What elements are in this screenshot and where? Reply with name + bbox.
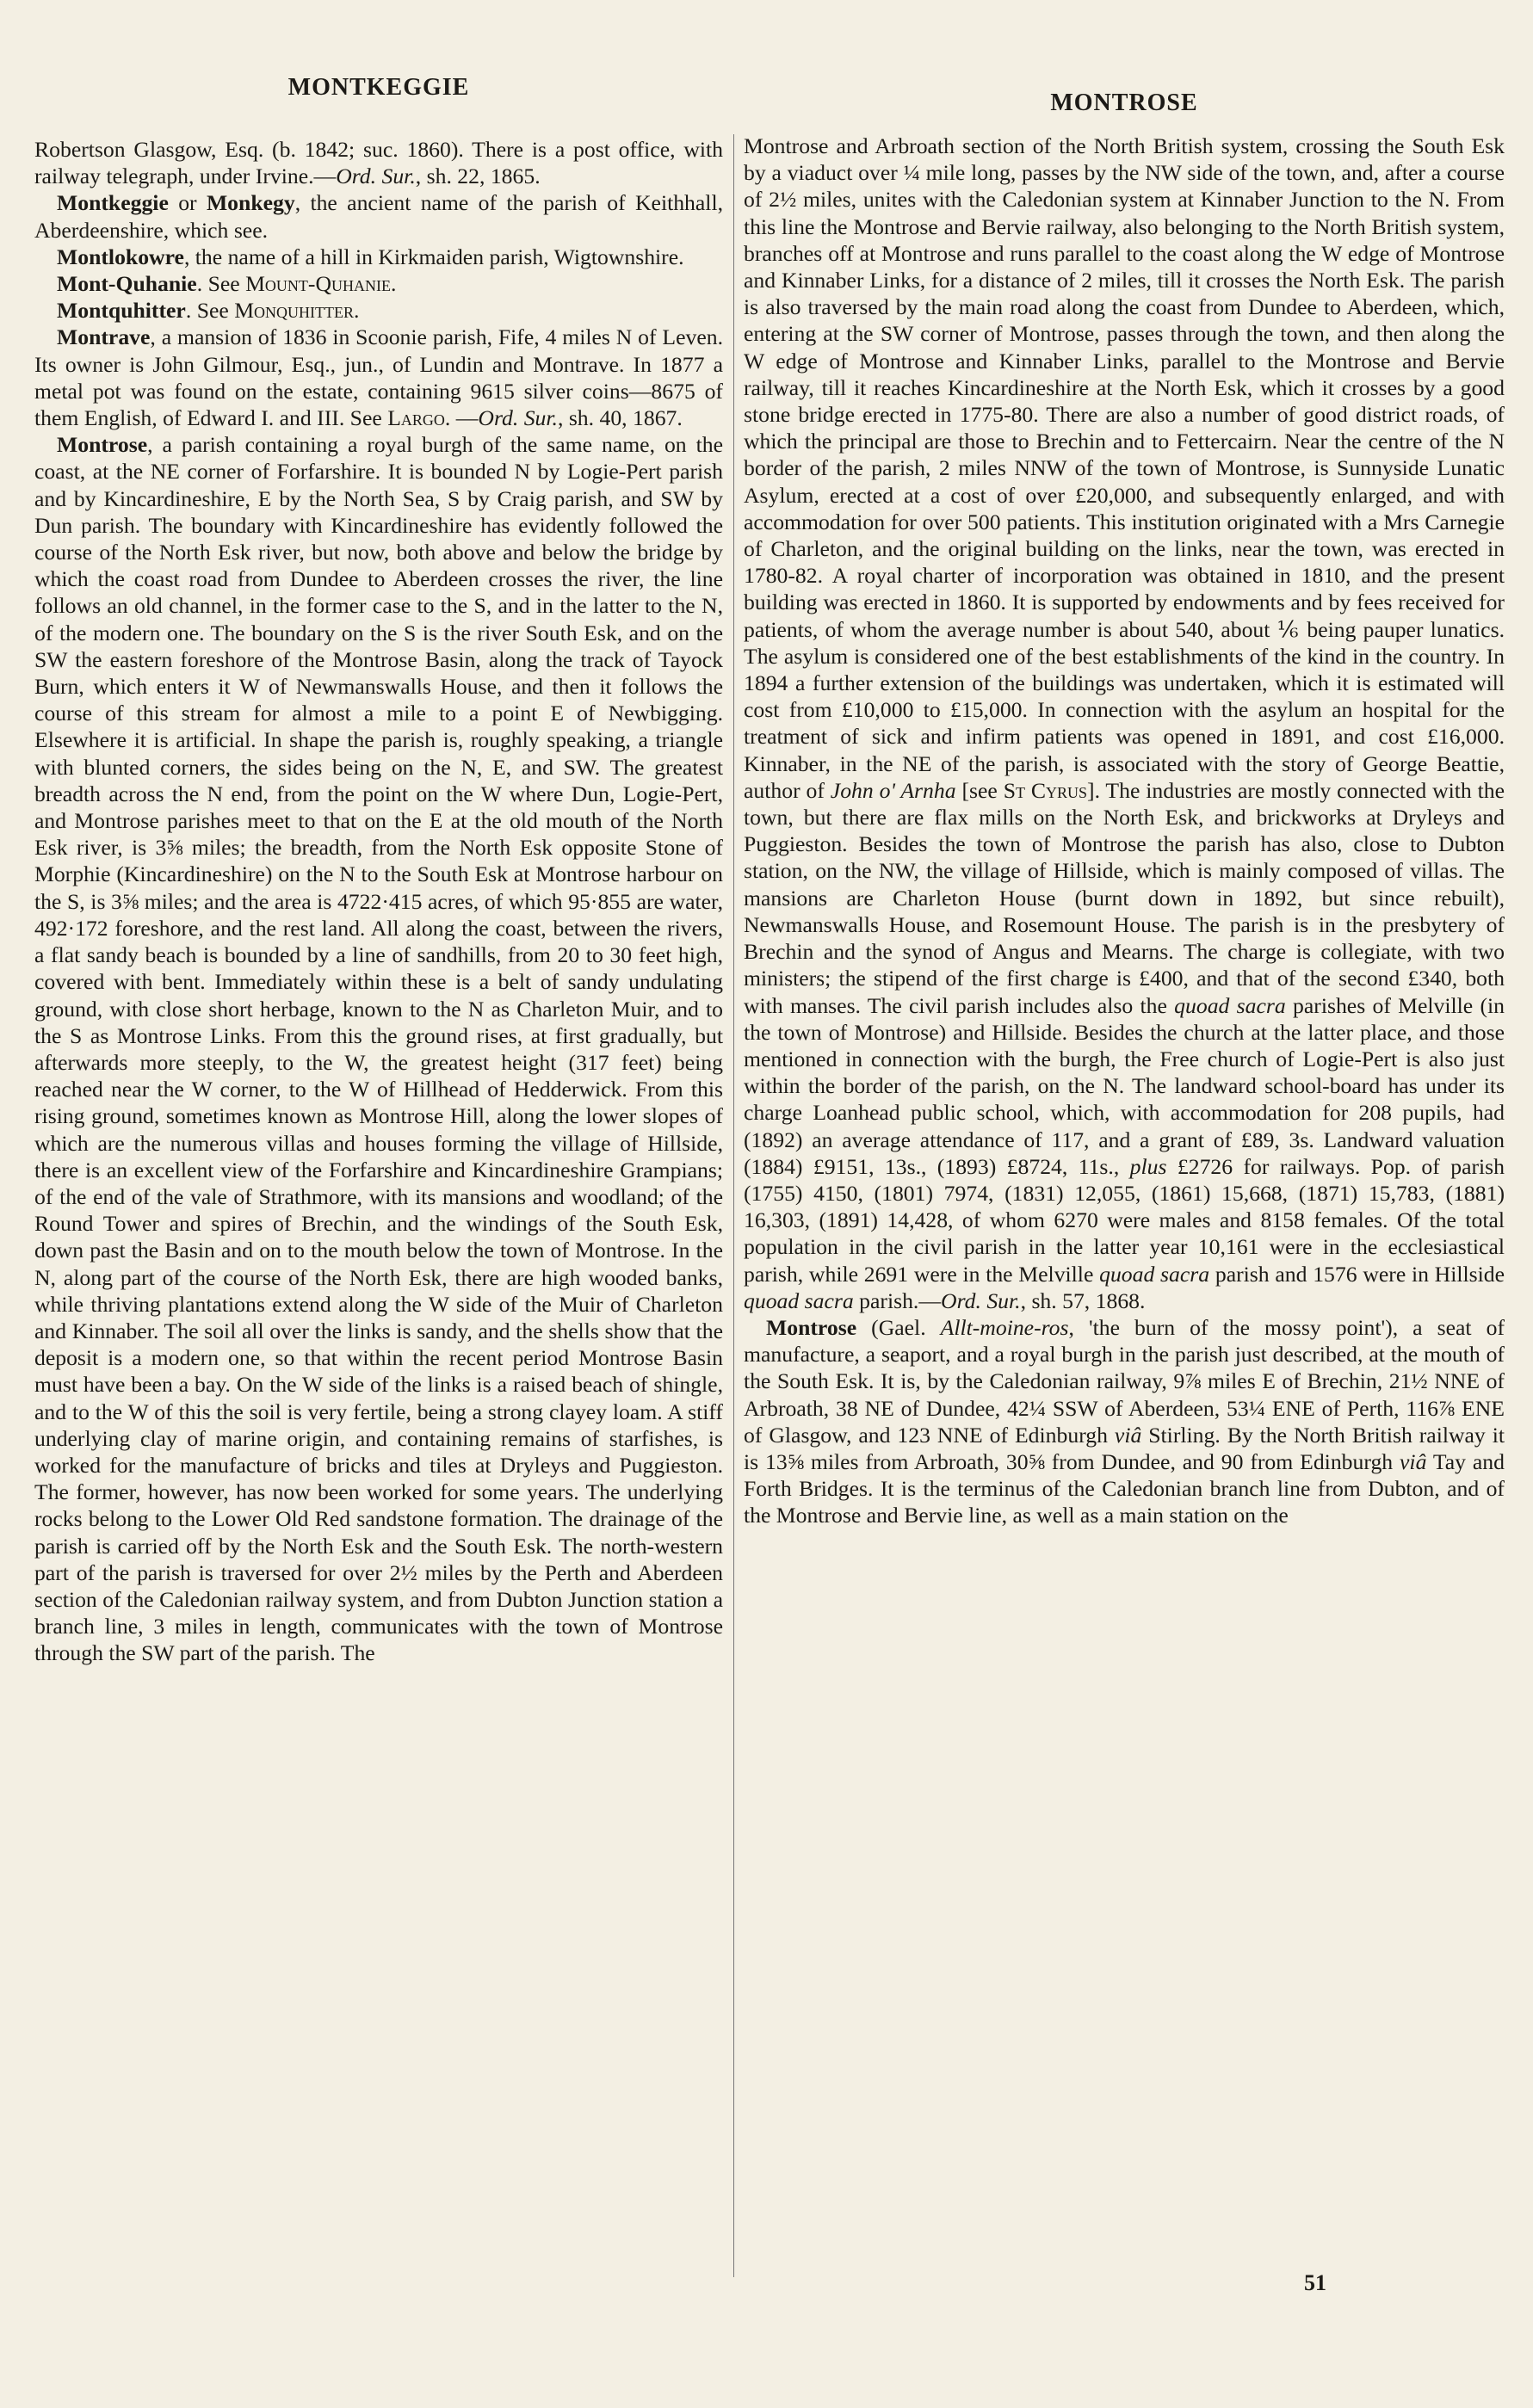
- cross-reference: Largo: [387, 405, 445, 431]
- entry-montrose-burgh: Montrose (Gael. Allt-moine-ros, 'the burn of the mossy point'), a seat of manufacture, a seaport, and a royal burgh in the parish just described, at the mouth of the South Esk. It is, by the Caledonian railway, 9⅞ miles E of Brechin, 21½ NNE of Arbroath, 38 NE of Dundee, 42¼ SSW of Aberdeen, 53¼ ENE of Perth, 116⅞ ENE of Glasgow, and 123 NNE of Edinburgh viâ Stirling. By the North British railway it is 13⅝ miles from Arbroath, 30⅝ from Dundee, and 90 from Edinburgh viâ Tay and Forth Bridges. It is the terminus of the Caledonian branch line from Dubton, and of the Montrose and Bervie line, as well as a main station on the: [744, 1314, 1505, 1528]
- headword: Mont-Quhanie: [57, 271, 197, 297]
- cross-reference: Mount-Quhanie: [245, 271, 392, 297]
- headword: Montlokowre: [57, 244, 184, 269]
- entry-continuation: Robertson Glasgow, Esq. (b. 1842; suc. 1860). There is a post office, with railway telegraph, under Irvine.—Ord. Sur., sh. 22, 1865.: [34, 137, 723, 189]
- entry-montrose-parish: Montrose, a parish containing a royal burgh of the same name, on the coast, at the NE corner of Forfarshire. It is bounded N by Logie-Pert parish and by Kincardineshire, E by the North Sea, S by Craig parish, and SW by Dun parish. The boundary with Kincardineshire has evidently followed the course of the North Esk river, but now, both above and below the bridge by which the coast road from Dundee to Aberdeen crosses the river, the line follows an old channel, in the former case to the S, and in the latter to the N, of the modern one. The boundary on the S is the river South Esk, and on the SW the eastern foreshore of the Montrose Basin, along the track of Tayock Burn, which enters it W of Newmanswalls House, and then it follows the course of this stream for almost a mile to a point E of Newbigging. Elsewhere it is artificial. In shape the parish is, roughly speaking, a triangle with blunted corners, the sides being on the N, E, and SW. The greatest breadth across the N end, from the point on the W where Dun, Logie-Pert, and Montrose parishes meet to that on the E at the old mouth of the North Esk river, is 3⅝ miles; the breadth, from the North Esk opposite Stone of Morphie (Kincardineshire) on the N to the South Esk at Montrose harbour on the S, is 3⅝ miles; and the area is 4722·415 acres, of which 95·855 are water, 492·172 foreshore, and the rest land. All along the coast, between the rivers, a flat sandy beach is bounded by a line of sandhills, from 20 to 30 feet high, covered with bent. Immediately within these is a belt of sandy undulating ground, with close short herbage, known to the N as Charleton Muir, and to the S as Montrose Links. From this the ground rises, at first gradually, but afterwards more steeply, to the W, the greatest height (317 feet) being reached near the W corner, to the W of Hillhead of Hedderwick. From this rising ground, sometimes known as Montrose Hill, along the lower slopes of which are the numerous villas and houses forming the village of Hillside, there is an excellent view of the Forfarshire and Kincardineshire Grampians; of the end of the vale of Strathmore, with its mansions and woodland; of the Round Tower and spires of Brechin, and the windings of the South Esk, down past the Basin and on to the mouth below the town of Montrose. In the N, along part of the course of the North Esk, there are high wooded banks, while thriving plantations extend along the W side of the Muir of Charleton and Kinnaber. The soil all over the links is sandy, and the shells show that the deposit is a modern one, so that within the recent period Montrose Basin must have been a bay. On the W side of the links is a raised beach of shingle, and to the W of this the soil is very fertile, being a strong clayey loam. A stiff underlying clay of marine origin, and containing remains of starfishes, is worked for the manufacture of bricks and tiles at Dryleys and Puggieston. The former, however, has now been worked for some years. The underlying rocks belong to the Lower Old Red sandstone formation. The drainage of the parish is carried off by the North Esk and the South Esk. The north-western part of the parish is traversed for over 2½ miles by the Perth and Aberdeen section of the Caledonian railway system, and from Dubton Junction station a branch line, 3 miles in length, communicates with the town of Montrose through the SW part of the parish. The: [34, 432, 723, 1666]
- entry-montrave: Montrave, a mansion of 1836 in Scoonie parish, Fife, 4 miles N of Leven. Its owner is John Gilmour, Esq., jun., of Lundin and Montrave. In 1877 a metal pot was found on the estate, containing 9615 silver coins—8675 of them English, of Edward I. and III. See Largo. —Ord. Sur., sh. 40, 1867.: [34, 324, 723, 431]
- cross-reference: Monquhitter: [234, 298, 355, 324]
- left-column: [34, 136, 723, 2313]
- entry-mont-quhanie: Mont-Quhanie. See Mount-Quhanie.: [57, 271, 397, 297]
- entry-montquhitter: Montquhitter. See Monquhitter.: [57, 298, 360, 324]
- headword: Montrose: [57, 432, 148, 458]
- headword: Montkeggie: [57, 190, 169, 216]
- headword: Montquhitter: [57, 298, 186, 324]
- running-head-right: MONTROSE: [1050, 90, 1198, 116]
- running-head-left: MONTKEGGIE: [287, 74, 470, 101]
- headword: Monkegy: [206, 190, 295, 216]
- right-column: [744, 133, 1505, 2310]
- entry-montlokowre: Montlokowre, the name of a hill in Kirkmaiden parish, Wigtownshire.: [57, 244, 684, 269]
- entry-continuation: Montrose and Arbroath section of the North British system, crossing the South Esk by a viaduct over ¼ mile long, passes by the NW side of the town, and, after a course of 2½ miles, unites with the Caledonian system at Kinnaber Junction to the N. From this line the Montrose and Bervie railway, also belonging to the North British system, branches off at Montrose and runs parallel to the coast along the W edge of Montrose and Kinnaber Links, for a distance of 2 miles, till it crosses the North Esk. The parish is also traversed by the main road along the coast from Dundee to Aberdeen, which, entering at the SW corner of Montrose, passes through the town, and then along the W edge of Montrose and Kinnaber Links, parallel to the Montrose and Bervie railway, till it reaches Kincardineshire at the North Esk, which it crosses by a good stone bridge erected in 1775-80. There are also a number of good district roads, of which the principal are those to Brechin and to Fettercairn. Near the centre of the N border of the parish, 2 miles NNW of the town of Montrose, is Sunnyside Lunatic Asylum, erected at a cost of over £20,000, and subsequently enlarged, and with accommodation for over 500 patients. This institution originated with a Mrs Carnegie of Charleton, and the original building on the links, near the town, was erected in 1780-82. A royal charter of incorporation was obtained in 1810, and the present building was erected in 1860. It is supported by endowments and by fees received for patients, of whom the average number is about 540, about ⅙ being pauper lunatics. The asylum is considered one of the best establishments of the kind in the country. In 1894 a further extension of the buildings was undertaken, which it is estimated will cost from £10,000 to £15,000. In connection with the asylum an hospital for the treatment of sick and infirm patients was opened in 1891, and cost £16,000. Kinnaber, in the NE of the parish, is associated with the story of George Beattie, author of John o' Arnha [see St Cyrus]. The industries are mostly connected with the town, but there are flax mills on the North Esk, and brickworks at Dryleys and Puggieston. Besides the town of Montrose the parish has also, close to Dubton station, on the NW, the village of Hillside, which is mainly composed of villas. The mansions are Charleton House (burnt down in 1892, but since rebuilt), Newmanswalls House, and Rosemount House. The parish is in the presbytery of Brechin and the synod of Angus and Mearns. The charge is collegiate, with two ministers; the stipend of the first charge is £400, and that of the second £340, both with manses. The civil parish includes also the quoad sacra parishes of Melville (in the town of Montrose) and Hillside. Besides the church at the latter place, and those mentioned in connection with the burgh, the Free church of Logie-Pert is also just within the border of the parish, on the N. The landward school-board has under its charge Loanhead public school, which, with accommodation for 208 pupils, had (1892) an average attendance of 117, and a grant of £89, 3s. Landward valuation (1884) £9151, 13s., (1893) £8724, 11s., plus £2726 for railways. Pop. of parish (1755) 4150, (1801) 7974, (1831) 12,055, (1861) 15,668, (1871) 15,783, (1881) 16,303, (1891) 14,428, of whom 6270 were males and 8158 females. Of the total population in the civil parish in the latter year 10,161 were in the ecclesiastical parish, while 2691 were in the Melville quoad sacra parish and 1576 were in Hillside quoad sacra parish.—Ord. Sur., sh. 57, 1868.: [744, 133, 1505, 1313]
- headword: Montrose: [766, 1314, 857, 1340]
- column-divider: [733, 134, 734, 2277]
- page-number: 51: [1304, 2270, 1326, 2295]
- cross-reference: St Cyrus: [1003, 777, 1088, 803]
- entry-montkeggie: Montkeggie or Monkegy, the ancient name of the parish of Keithhall, Aberdeenshire, which see.: [34, 190, 723, 243]
- headword: Montrave: [57, 324, 151, 350]
